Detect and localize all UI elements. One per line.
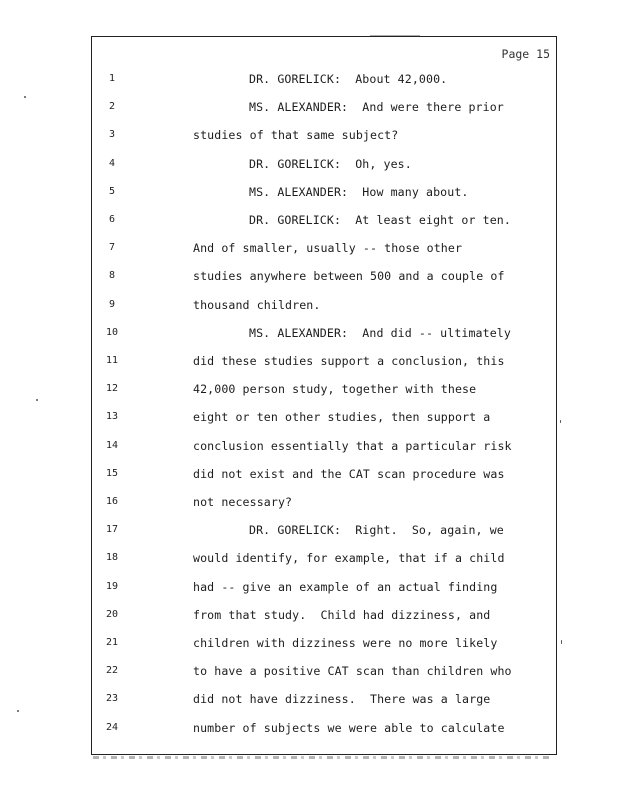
line-number: 14 (105, 439, 119, 451)
transcript-line: did not exist and the CAT scan procedure was (193, 466, 505, 481)
scan-speck (561, 640, 562, 644)
transcript-line: number of subjects we were able to calculate (193, 720, 505, 735)
line-number: 21 (105, 637, 119, 648)
line-number: 9 (108, 298, 116, 310)
line-number: 1 (108, 73, 116, 84)
transcript-line: DR. GORELICK: About 42,000. (249, 72, 448, 86)
transcript-line: And of smaller, usually -- those other (193, 241, 463, 256)
transcript-line: did these studies support a conclusion, this (193, 354, 505, 368)
transcript-line: MS. ALEXANDER: And were there prior (249, 100, 504, 115)
line-number: 7 (108, 242, 116, 254)
line-number: 3 (108, 129, 116, 141)
line-number: 22 (105, 665, 119, 677)
transcript-line: children with dizziness were no more likely (193, 636, 498, 650)
transcript-line: conclusion essentially that a particular risk (193, 438, 512, 453)
line-number: 2 (108, 101, 116, 113)
transcript-line: studies anywhere between 500 and a couple of (193, 269, 505, 284)
line-number: 18 (105, 552, 119, 564)
transcript-line: DR. GORELICK: At least eight or ten. (249, 213, 511, 227)
line-number: 17 (105, 524, 119, 536)
line-number: 10 (105, 326, 119, 338)
transcript-line: thousand children. (193, 297, 321, 312)
line-number: 6 (108, 214, 116, 225)
transcript-line: MS. ALEXANDER: How many about. (249, 184, 469, 199)
line-number: 4 (108, 157, 116, 169)
transcript-line: studies of that same subject? (193, 128, 399, 143)
scan-speck (24, 96, 26, 98)
line-number: 13 (105, 411, 119, 423)
line-number: 12 (105, 383, 119, 395)
transcript-line: did not have dizziness. There was a large (193, 692, 491, 707)
transcript-line: not necessary? (193, 495, 293, 509)
line-number: 24 (105, 721, 119, 733)
line-number: 19 (105, 580, 119, 592)
transcript-line: 42,000 person study, together with these (193, 382, 477, 397)
scan-artifact-bottom (93, 756, 553, 759)
transcript-line: from that study. Child had dizziness, and (193, 607, 491, 622)
line-number: 16 (105, 496, 119, 507)
transcript-line: would identify, for example, that if a child (193, 551, 505, 566)
scan-speck (17, 710, 19, 712)
line-number: 20 (105, 608, 119, 620)
line-number: 8 (108, 270, 116, 282)
line-number: 23 (105, 693, 119, 705)
transcript-line: DR. GORELICK: Right. So, again, we (249, 523, 504, 538)
scan-speck (560, 420, 561, 423)
transcript-line: MS. ALEXANDER: And did -- ultimately (249, 325, 511, 340)
scan-speck (36, 399, 38, 401)
line-number: 11 (105, 355, 119, 366)
page-number-label: Page 15 (501, 47, 550, 61)
transcript-line: to have a positive CAT scan than children who (193, 664, 512, 679)
line-number: 15 (105, 467, 119, 479)
transcript-line: had -- give an example of an actual finding (193, 579, 498, 594)
transcript-page (91, 36, 557, 755)
line-number: 5 (108, 185, 116, 197)
transcript-line: DR. GORELICK: Oh, yes. (249, 156, 412, 171)
line-number-column (92, 37, 132, 754)
transcript-line: eight or ten other studies, then support a (193, 410, 491, 425)
